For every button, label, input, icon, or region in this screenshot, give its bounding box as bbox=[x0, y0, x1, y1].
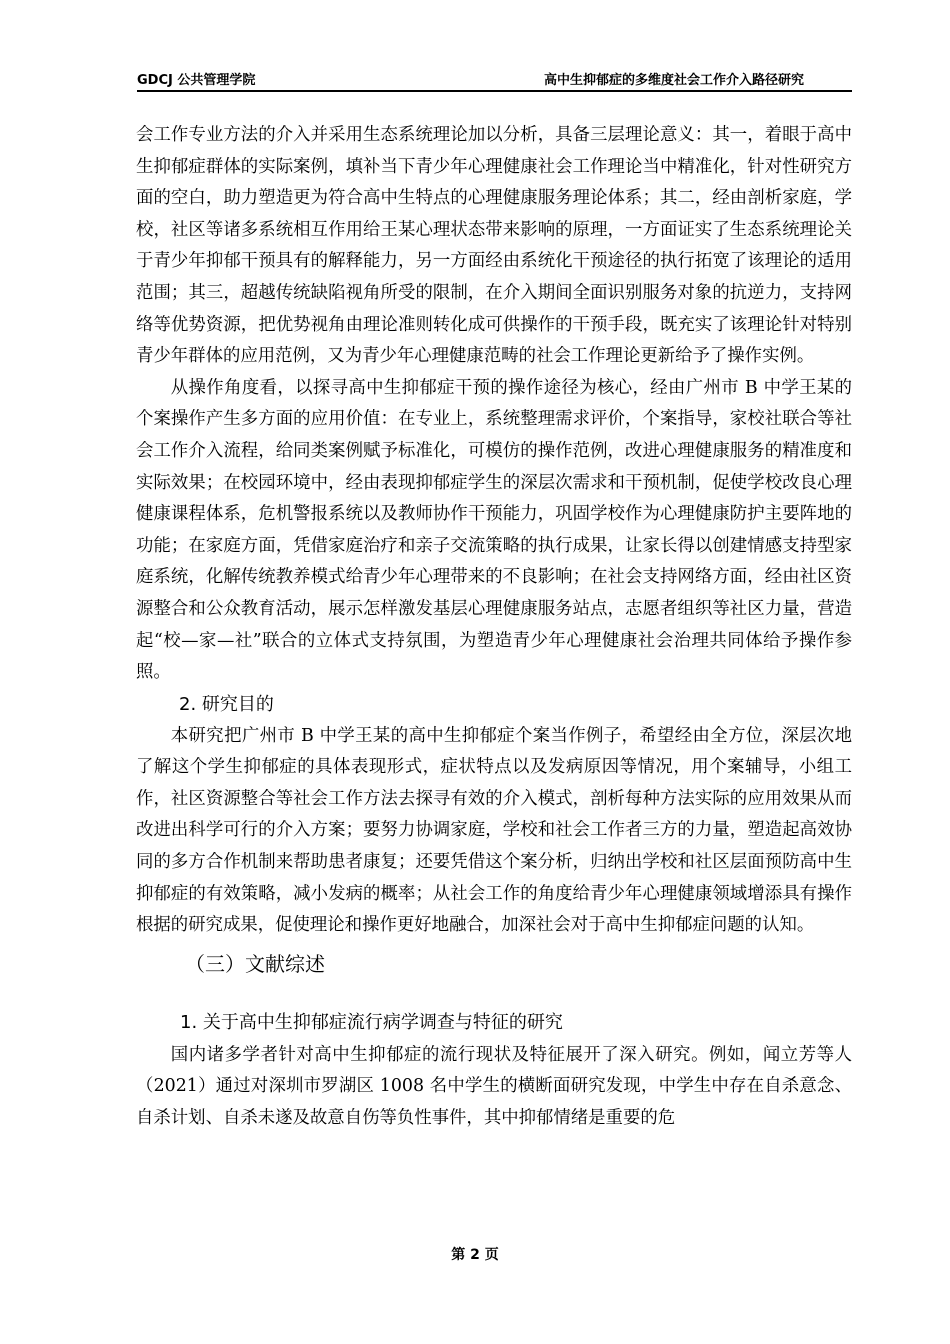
heading-literature-review: （三）文献综述 bbox=[185, 951, 325, 976]
paragraph-epidemiology: 国内诸多学者针对高中生抑郁症的流行现状及特征展开了深入研究。例如，闻立芳等人（2021）通过对深圳市罗湖区 1008 名中学生的横断面研究发现，中学生中存在自杀意念、自杀计划、自杀未遂及故意自伤等负性事件，其中抑郁情绪是重要的危 bbox=[136, 1044, 852, 1129]
page-body bbox=[136, 120, 852, 1135]
paragraph-theory-significance: 会工作专业方法的介入并采用生态系统理论加以分析，具备三层理论意义：其一，着眼于高中生抑郁症群体的实际案例，填补当下青少年心理健康社会工作理论当中精准化，针对性研究方面的空白，助力塑造更为符合高中生特点的心理健康服务理论体系；其二，经由剖析家庭，学校，社区等诸多系统相互作用给王某心理状态带来影响的原理，一方面证实了生态系统理论关于青少年抑郁干预具有的解释能力，另一方面经由系统化干预途径的执行拓宽了该理论的适用范围；其三，超越传统缺陷视角所受的限制，在介入期间全面识别服务对象的抗逆力，支持网络等优势资源，把优势视角由理论准则转化成可供操作的干预手段，既充实了该理论针对特别青少年群体的应用范例，又为青少年心理健康范畴的社会工作理论更新给予了操作实例。 bbox=[136, 125, 852, 367]
heading-epidemiology-research: 1. 关于高中生抑郁症流行病学调查与特征的研究 bbox=[180, 1011, 563, 1033]
section-spacer bbox=[136, 986, 852, 1006]
page-number: 第 2 页 bbox=[451, 1247, 499, 1263]
header-institution: GDCJ 公共管理学院 bbox=[137, 73, 256, 88]
heading-research-purpose: 2. 研究目的 bbox=[179, 693, 274, 715]
page-header bbox=[137, 66, 852, 92]
header-paper-title: 高中生抑郁症的多维度社会工作介入路径研究 bbox=[543, 73, 804, 88]
paragraph-research-purpose: 本研究把广州市 B 中学王某的高中生抑郁症个案当作例子，希望经由全方位，深层次地了解这个学生抑郁症的具体表现形式，症状特点以及发病原因等情况，用个案辅导，小组工作，社区资源整合等社会工作方法去探寻有效的介入模式，剖析每种方法实际的应用效果从而改进出科学可行的介入方案；要努力协调家庭，学校和社会工作者三方的力量，塑造起高效协同的多方合作机制来帮助患者康复；还要凭借这个案分析，归纳出学校和社区层面预防高中生抑郁症的有效策略，减小发病的概率；从社会工作的角度给青少年心理健康领域增添具有操作根据的研究成果，促使理论和操作更好地融合，加深社会对于高中生抑郁症问题的认知。 bbox=[136, 725, 852, 936]
paragraph-practical-significance: 从操作角度看，以探寻高中生抑郁症干预的操作途径为核心，经由广州市 B 中学王某的个案操作产生多方面的应用价值：在专业上，系统整理需求评价，个案指导，家校社联合等社会工作介入流程，给同类案例赋予标准化，可模仿的操作范例，改进心理健康服务的精准度和实际效果；在校园环境中，经由表现抑郁症学生的深层次需求和干预机制，促使学校改良心理健康课程体系，危机警报系统以及教师协作干预能力，巩固学校作为心理健康防护主要阵地的功能；在家庭方面，凭借家庭治疗和亲子交流策略的执行成果，让家长得以创建情感支持型家庭系统，化解传统教养模式给青少年心理带来的不良影响；在社会支持网络方面，经由社区资源整合和公众教育活动，展示怎样激发基层心理健康服务站点，志愿者组织等社区力量，营造起“校—家—社”联合的立体式支持氛围，为塑造青少年心理健康社会治理共同体给予操作参照。 bbox=[136, 377, 852, 683]
